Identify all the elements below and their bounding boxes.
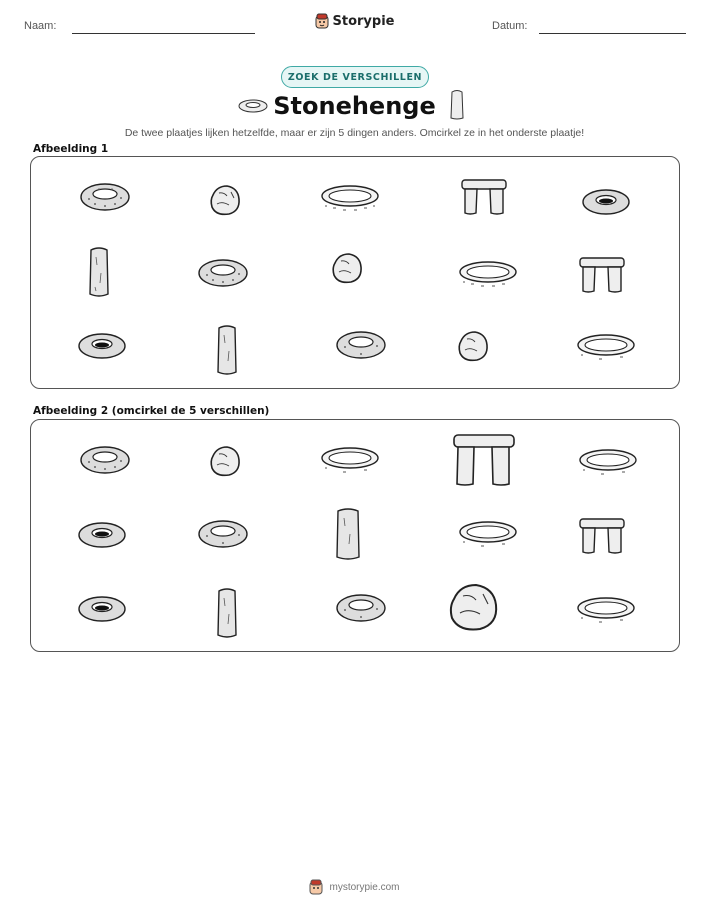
standing-stone-icon[interactable] (333, 506, 363, 562)
stone-circle-icon[interactable] (575, 331, 637, 363)
boulder-icon[interactable] (207, 444, 243, 478)
trilithon-large-icon[interactable] (451, 432, 517, 488)
picture-1-panel (30, 156, 680, 389)
trilithon-icon[interactable] (459, 177, 509, 217)
boulder-icon[interactable] (455, 329, 491, 363)
rock-ring-icon[interactable] (79, 444, 131, 476)
date-label: Datum: (492, 20, 528, 32)
rock-ring-icon[interactable] (197, 257, 249, 289)
hole-ring-icon[interactable] (77, 520, 127, 550)
boulder-icon[interactable] (207, 183, 243, 217)
hole-ring-icon[interactable] (77, 331, 127, 361)
trilithon-icon[interactable] (577, 516, 627, 556)
picture-2-label: Afbeelding 2 (omcirkel de 5 verschillen) (33, 405, 270, 417)
footer-url[interactable]: mystorypie.com (329, 881, 400, 893)
storypie-logo-icon (315, 13, 329, 29)
brand (0, 13, 709, 29)
name-label: Naam: (24, 20, 57, 32)
boulder-large-icon[interactable] (445, 580, 503, 634)
title-standing-stone-icon (448, 89, 466, 121)
name-line[interactable] (72, 33, 255, 34)
hole-ring-icon[interactable] (77, 594, 127, 624)
storypie-logo-icon (309, 879, 323, 895)
stone-circle-icon[interactable] (319, 182, 381, 214)
trilithon-icon[interactable] (577, 255, 627, 295)
instructions: De twee plaatjes lijken hetzelfde, maar er zijn 5 dingen anders. Omcirkel ze in het onderste plaatje! (124, 127, 585, 139)
footer (0, 879, 709, 895)
date-line[interactable] (539, 33, 686, 34)
rock-ring-icon[interactable] (335, 329, 387, 361)
stone-circle-icon[interactable] (319, 444, 381, 476)
rock-ring-icon[interactable] (197, 518, 249, 550)
picture-2-panel (30, 419, 680, 652)
boulder-icon[interactable] (329, 251, 365, 285)
hole-ring-icon[interactable] (581, 187, 631, 217)
page-title: Stonehenge (273, 92, 436, 120)
standing-stone-icon[interactable] (87, 245, 111, 299)
brand-name: Storypie (332, 13, 395, 29)
standing-stone-icon[interactable] (215, 586, 239, 640)
rock-ring-icon[interactable] (335, 592, 387, 624)
stone-circle-icon[interactable] (575, 594, 637, 626)
stone-circle-icon[interactable] (457, 258, 519, 290)
standing-stone-icon[interactable] (215, 323, 239, 377)
stone-circle-icon[interactable] (577, 446, 639, 478)
stone-circle-icon[interactable] (457, 518, 519, 550)
picture-1-label: Afbeelding 1 (33, 143, 109, 155)
rock-ring-icon[interactable] (79, 181, 131, 213)
activity-badge: ZOEK DE VERSCHILLEN (281, 66, 429, 88)
